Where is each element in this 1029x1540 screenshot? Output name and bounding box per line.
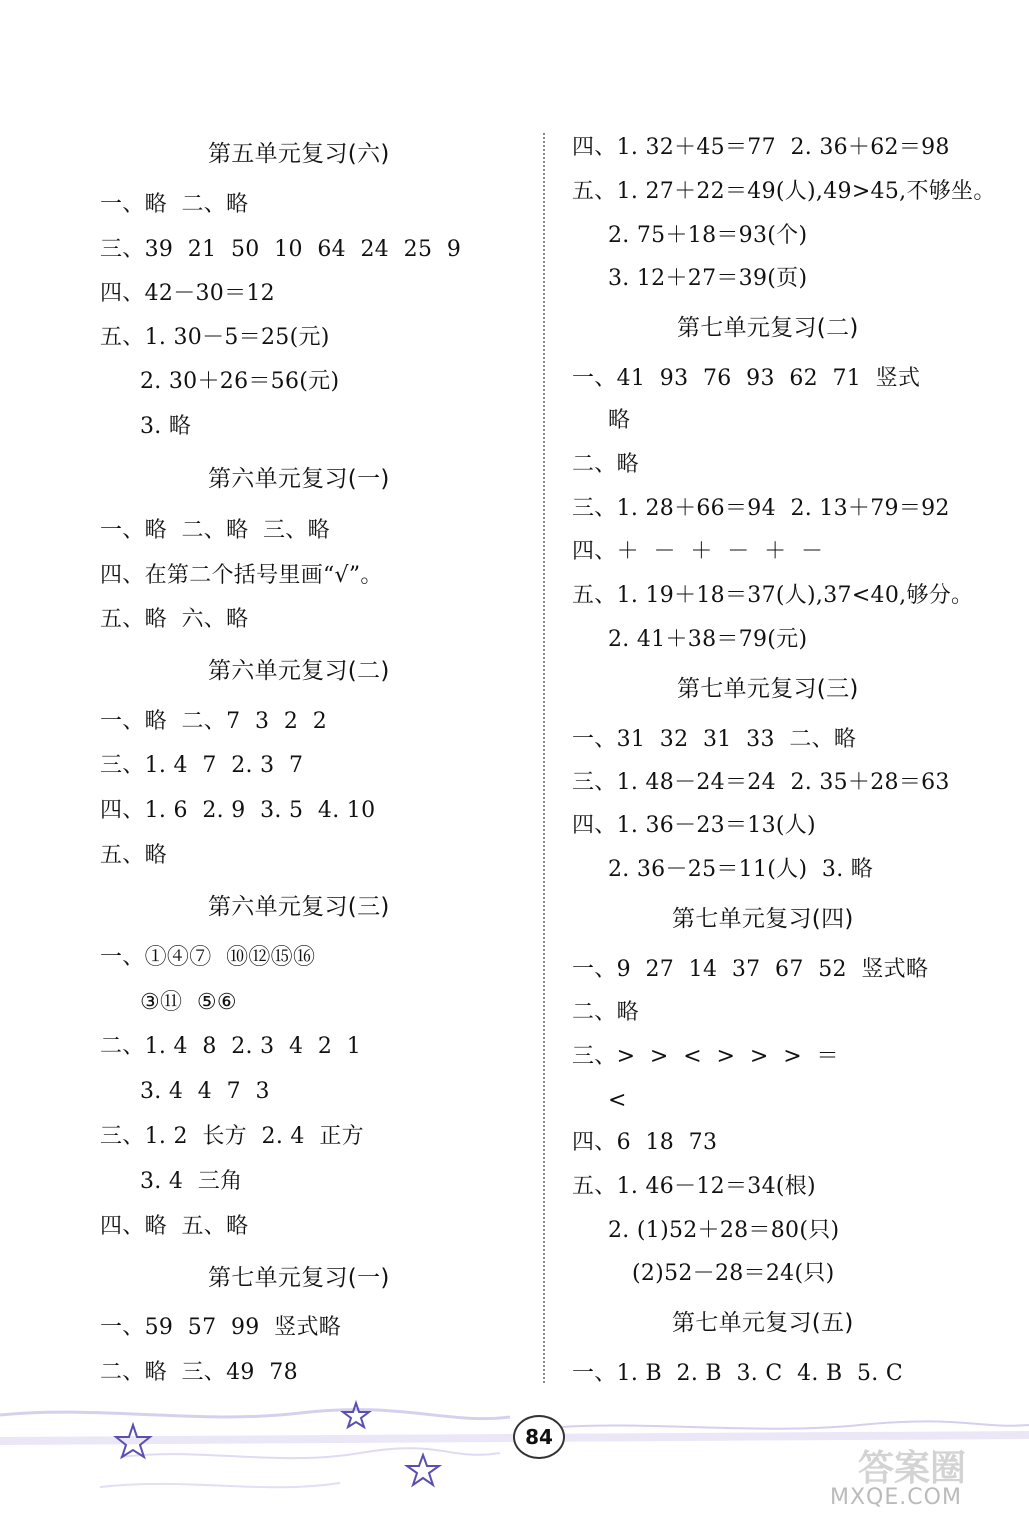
answer-line: 四、6 18 73 (572, 1130, 718, 1155)
answer-line: < (608, 1088, 627, 1113)
answer-line: 四、在第二个括号里画“√”。 (100, 563, 383, 588)
answer-line: 四、＋ － ＋ － ＋ － (572, 539, 824, 564)
watermark-url: MXQE.COM (830, 1485, 962, 1510)
watermark-logo: 答案圈 (858, 1448, 967, 1489)
page-number: 84 (513, 1415, 565, 1459)
section-title: 第六单元复习(三) (208, 894, 390, 920)
answer-line: 五、略 (100, 843, 167, 868)
answer-line: ③⑪ ⑤⑥ (140, 990, 237, 1015)
answer-line: 三、1. 28＋66＝94 2. 13＋79＝92 (572, 496, 950, 521)
answer-line: 三、39 21 50 10 64 24 25 9 (100, 237, 462, 262)
answer-line: 四、1. 32＋45＝77 2. 36＋62＝98 (572, 135, 950, 160)
answer-line: 一、59 57 99 竖式略 (100, 1315, 342, 1340)
answer-line: 五、略 六、略 (100, 607, 249, 632)
answer-line: 二、略 (572, 1000, 639, 1025)
answer-line: 二、略 三、49 78 (100, 1360, 298, 1385)
answer-line: 一、1. B 2. B 3. C 4. B 5. C (572, 1361, 904, 1386)
answer-line: 四、1. 6 2. 9 3. 5 4. 10 (100, 798, 376, 823)
answer-line: 一、41 93 76 93 62 71 竖式 (572, 366, 921, 391)
star-icon (407, 1455, 439, 1485)
section-title: 第六单元复习(二) (208, 658, 390, 684)
answer-line: 2. (1)52＋28＝80(只) (608, 1218, 840, 1243)
answer-line: 一、略 二、略 三、略 (100, 518, 330, 543)
answer-line: 2. 75＋18＝93(个) (608, 223, 808, 248)
answer-line: 三、> > < > > > ＝ (572, 1044, 839, 1069)
column-divider (543, 133, 545, 1383)
section-title: 第六单元复习(一) (208, 466, 390, 492)
answer-line: 五、1. 46－12＝34(根) (572, 1174, 816, 1199)
answer-line: 二、1. 4 8 2. 3 4 2 1 (100, 1034, 362, 1059)
answer-line: 2. 41＋38＝79(元) (608, 627, 808, 652)
answer-line: 3. 4 三角 (140, 1169, 243, 1194)
section-title: 第七单元复习(三) (677, 676, 859, 702)
section-title: 第七单元复习(五) (672, 1310, 854, 1336)
answer-line: 一、31 32 31 33 二、略 (572, 727, 857, 752)
answer-line: 2. 36－25＝11(人) 3. 略 (608, 857, 874, 882)
answer-line: 3. 12＋27＝39(页) (608, 266, 808, 291)
section-title: 第七单元复习(一) (208, 1265, 390, 1291)
answer-line: 略 (608, 408, 631, 433)
answer-line: 一、略 二、7 3 2 2 (100, 709, 328, 734)
answer-line: 三、1. 48－24＝24 2. 35＋28＝63 (572, 770, 950, 795)
section-title: 第五单元复习(六) (208, 141, 390, 167)
answer-line: 三、1. 4 7 2. 3 7 (100, 753, 304, 778)
answer-line: 四、1. 36－23＝13(人) (572, 813, 816, 838)
section-title: 第七单元复习(四) (672, 906, 854, 932)
star-icon (343, 1403, 369, 1427)
answer-line: 四、略 五、略 (100, 1214, 249, 1239)
answer-line: 五、1. 30－5＝25(元) (100, 325, 330, 350)
answer-line: 五、1. 27＋22＝49(人),49>45,不够坐。 (572, 179, 996, 204)
answer-line: 三、1. 2 长方 2. 4 正方 (100, 1124, 364, 1149)
answer-line: (2)52－28＝24(只) (632, 1261, 835, 1286)
answer-line: 一、略 二、略 (100, 192, 249, 217)
answer-line: 3. 4 4 7 3 (140, 1079, 270, 1104)
answer-line: 2. 30＋26＝56(元) (140, 369, 340, 394)
answer-line: 一、9 27 14 37 67 52 竖式略 (572, 957, 929, 982)
answer-line: 二、略 (572, 452, 639, 477)
answer-line: 四、42－30＝12 (100, 281, 275, 306)
answer-line: 五、1. 19＋18＝37(人),37<40,够分。 (572, 583, 974, 608)
section-title: 第七单元复习(二) (677, 315, 859, 341)
answer-line: 3. 略 (140, 414, 192, 439)
answer-line: 一、①④⑦ ⑩⑫⑮⑯ (100, 945, 316, 970)
